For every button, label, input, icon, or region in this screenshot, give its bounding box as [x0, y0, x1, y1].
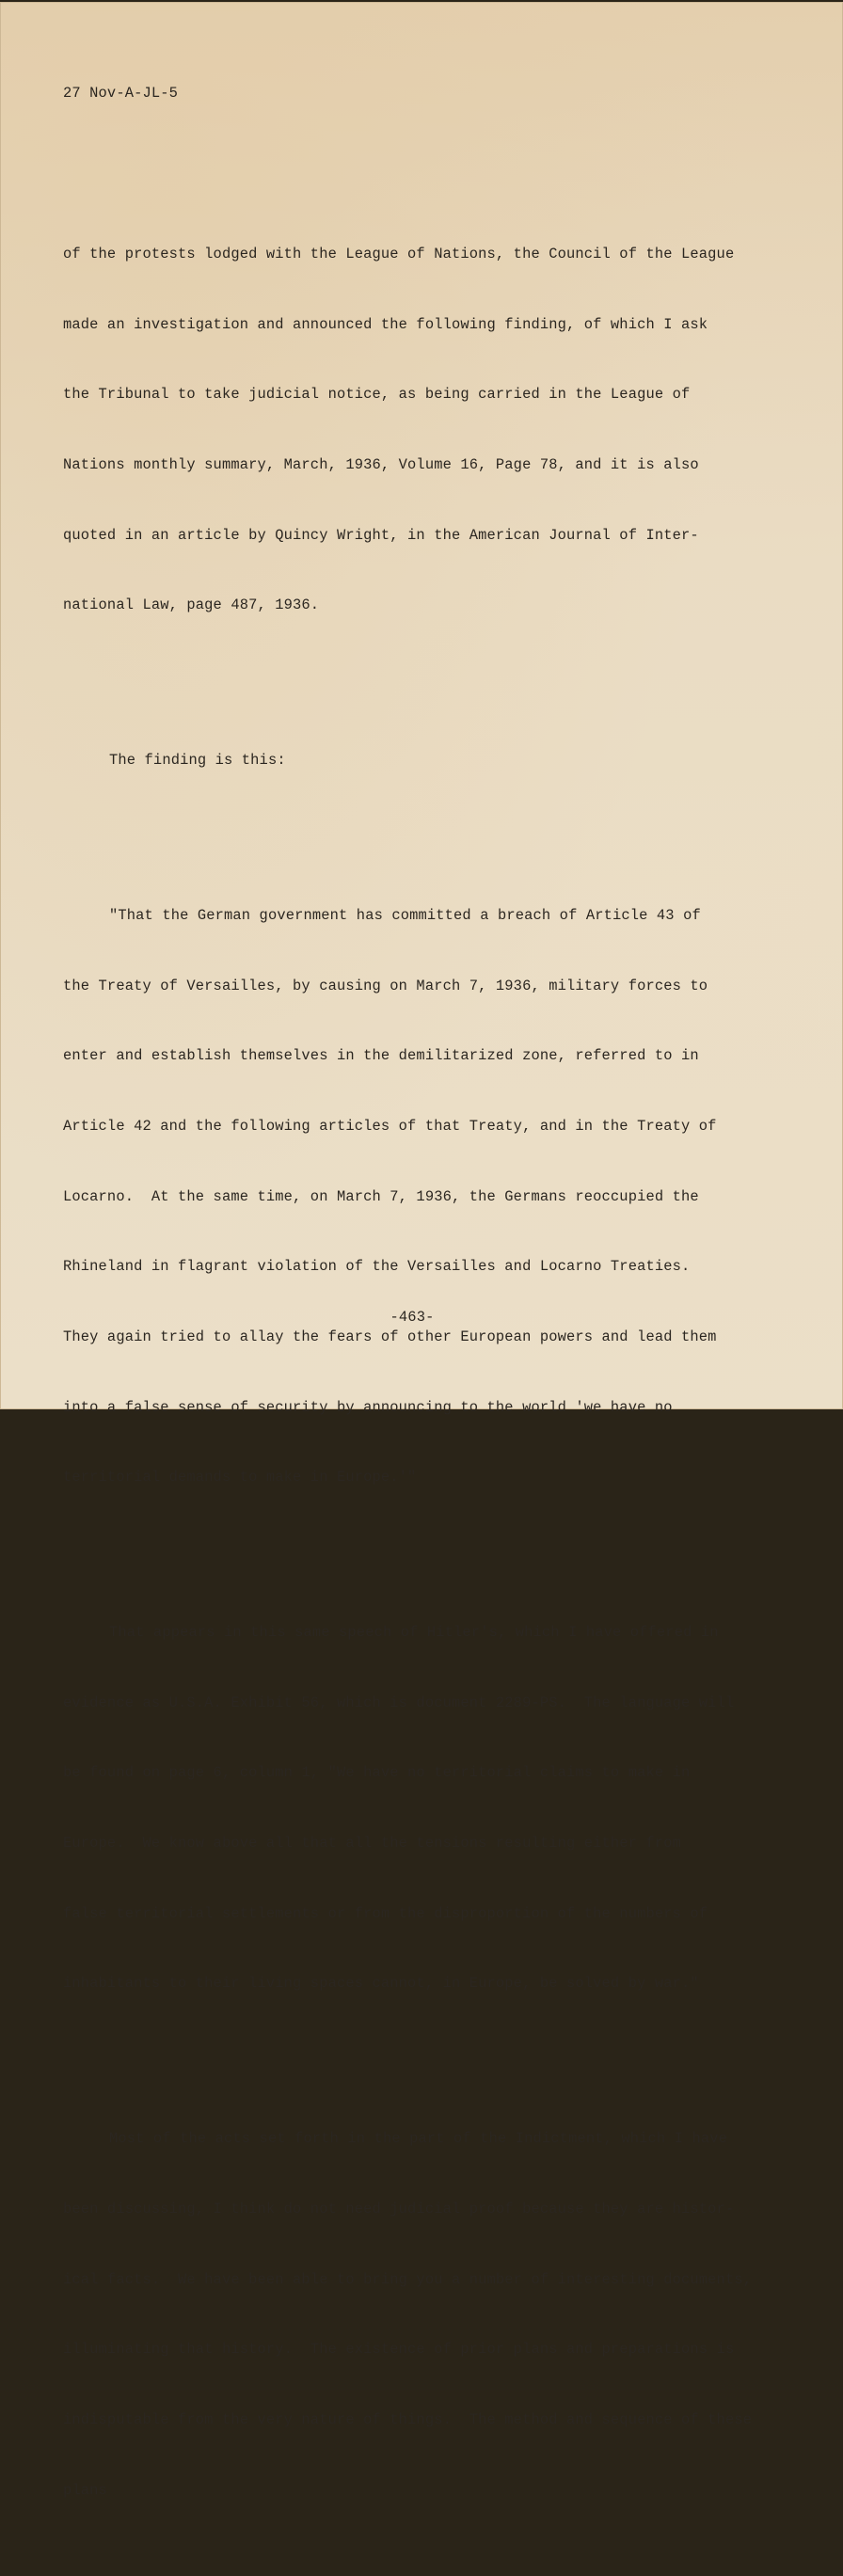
paragraph: [63, 2087, 806, 2542]
paragraph: [63, 1581, 806, 2036]
text-line: That appears in this same speech of Hitler's, which I have offered in: [109, 1624, 719, 1641]
page-number: -463-: [390, 1309, 435, 1326]
text-line: the Tribunal to take judicial notice, as being carried in the League of: [63, 386, 691, 404]
text-line: ical facts. We have been able to bring you a number of interesting documents,: [63, 2270, 753, 2288]
text-line: false territorial settlements or from the disproportion of the numbers of: [63, 1904, 708, 1922]
text-line: They again tried to allay the fears of other European powers and lead them: [63, 1328, 717, 1345]
text-line: the Treaty of Versailles, by causing on March 7, 1936, military forces to: [63, 977, 708, 994]
text-line: quoted in an article by Quincy Wright, in the American Journal of Inter-: [63, 526, 699, 544]
text-line: illuminating that history. The existence of prior plans and preparations is: [63, 2341, 735, 2359]
text-line: The finding is this:: [109, 752, 286, 770]
text-line: Rhineland in flagrant violation of the Versailles and Locarno Treaties.: [63, 1258, 691, 1276]
text-line: territorial demands to make in Europe.'": [63, 1469, 417, 1487]
text-line: national Law, page 487, 1936.: [63, 596, 320, 614]
document-reference-header: 27 Nov-A-JL-5: [63, 85, 179, 102]
text-line: of the protests lodged with the League of Nations, the Council of the League: [63, 246, 735, 262]
text-line: evidence as U.S.A. Exhibit 56, which is document 2289-PS. The language will: [63, 1693, 735, 1711]
text-line: Article 42 and the following articles of that Treaty, and in the Treaty of: [63, 1117, 717, 1135]
text-line: Nations monthly summary, March, 1936, Volume 16, Page 78, and it is also: [63, 456, 699, 474]
text-line: Most of the acts set forth in the part of the Indictment, which I have: [109, 2130, 728, 2148]
text-line: be found on page 6, column 1, "We have no territorial claims to make in: [63, 1764, 691, 1782]
text-line: inhabitants to their living spaces cannot, in Europe, be solved by war.": [63, 1975, 699, 1993]
text-line: Europe. We know above all that all the tensions resulting either from: [63, 1835, 682, 1852]
paragraph: [63, 202, 806, 658]
text-line: Locarno. At the same time, on March 7, 1936, the Germans reoccupied the: [63, 1187, 699, 1205]
text-line: been discussing, I think do not need judicial proof because they are histor-: [63, 2200, 735, 2218]
text-line: indisputable from the very nature of things. The method and sequence of these: [63, 2410, 753, 2428]
text-line: plans: [63, 2481, 107, 2499]
document-body: [63, 151, 806, 2576]
text-line: "That the German government has committed a breach of Article 43 of: [109, 906, 701, 924]
document-page: [0, 2, 843, 2499]
quoted-finding-paragraph: [63, 864, 806, 1530]
text-line: enter and establish themselves in the demilitarized zone, referred to in: [63, 1047, 699, 1065]
text-line: made an investigation and announced the following finding, of which I ask: [63, 315, 708, 333]
paragraph: [63, 708, 806, 813]
text-line: into a false sense of security by announcing to the world 'we have no: [63, 1398, 673, 1416]
